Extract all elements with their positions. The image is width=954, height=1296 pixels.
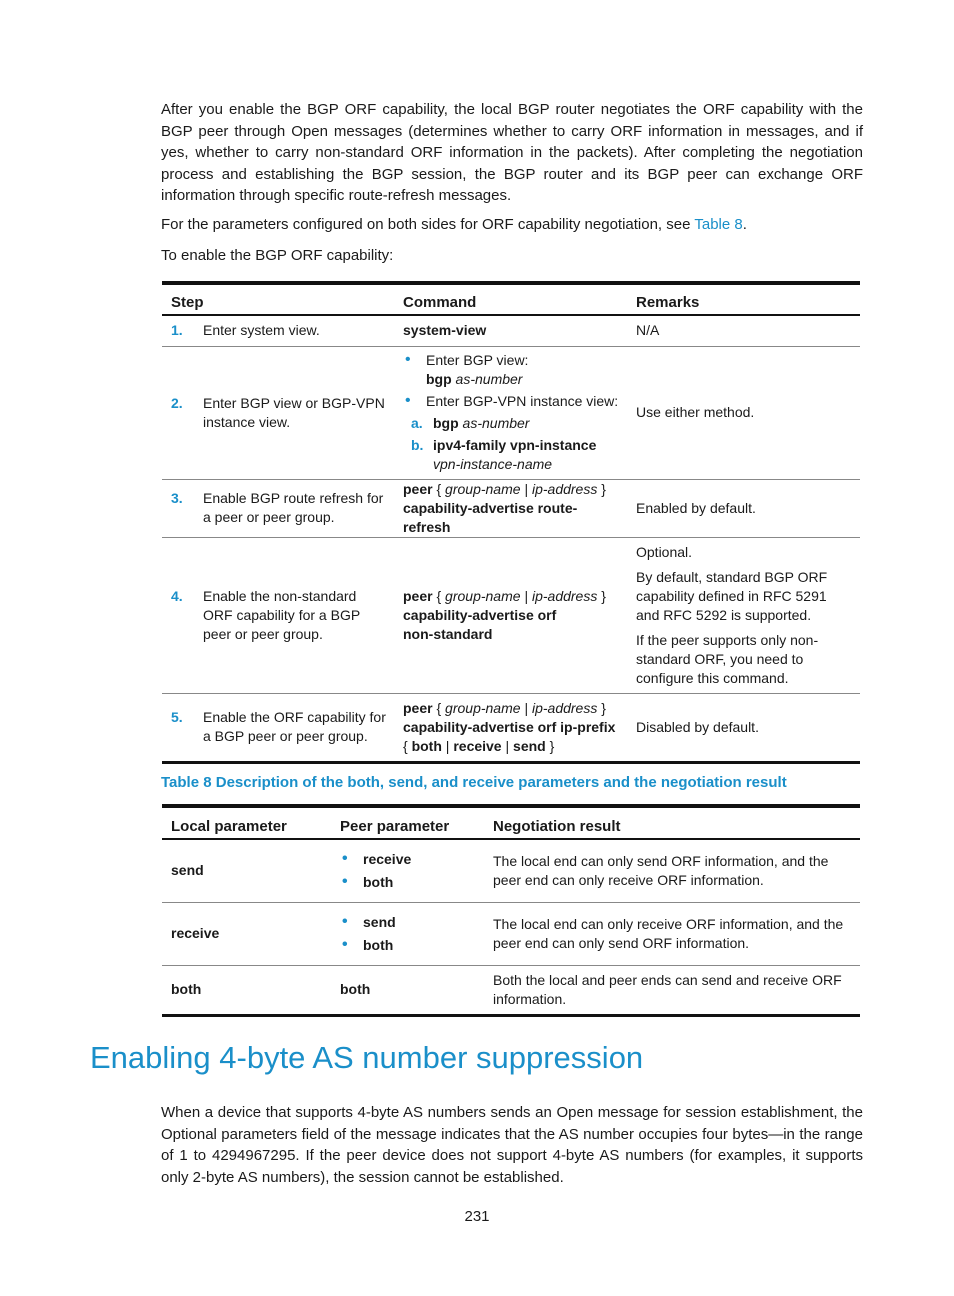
command-keyword: peer — [403, 587, 433, 604]
bullet-text: Enter BGP-VPN instance view: — [426, 393, 619, 409]
remarks-text: Use either method. — [636, 404, 755, 420]
negotiation-result-table — [162, 804, 860, 1017]
step-text: Enable the ORF capability for a BGP peer or peer group. — [203, 709, 386, 744]
option-keyword: send — [513, 737, 546, 754]
command-keyword: capability-advertise orf ip-prefix — [403, 718, 616, 735]
command-keyword: system-view — [403, 322, 487, 339]
table-reference-paragraph — [161, 214, 863, 236]
section-heading: Enabling 4-byte AS number suppression — [90, 1040, 644, 1075]
syntax-brace: { — [436, 480, 442, 497]
table-row — [162, 902, 860, 965]
list-item — [403, 351, 619, 389]
header-peer-parameter: Peer parameter — [331, 806, 484, 839]
step-cell — [171, 394, 386, 432]
page-number: 231 — [464, 1208, 490, 1225]
command-keyword: peer — [403, 699, 433, 716]
step-number: 1. — [171, 322, 183, 339]
remarks-text: N/A — [636, 322, 660, 339]
syntax-brace: { — [436, 587, 442, 604]
step-number: 4. — [171, 587, 183, 604]
command-keyword: ipv4-family vpn-instance — [433, 437, 597, 453]
local-parameter: both — [171, 981, 202, 997]
table-row — [162, 479, 860, 537]
command-keyword: capability-advertise orf — [403, 606, 557, 623]
command-argument: ip-address — [531, 699, 598, 716]
syntax-brace: { — [436, 699, 442, 716]
command-argument: as-number — [455, 371, 523, 387]
command-argument: group-name — [445, 699, 521, 716]
remarks-text: Enabled by default. — [636, 499, 756, 516]
syntax-brace: { — [403, 737, 408, 754]
peer-parameter-list — [340, 913, 476, 955]
step-cell — [171, 321, 386, 340]
sub-letter: b. — [411, 437, 424, 453]
command-keyword: bgp — [426, 371, 452, 387]
syntax-brace: } — [601, 480, 606, 497]
table8-caption: Table 8 Description of the both, send, and receive parameters and the negotiation result — [161, 774, 787, 791]
reference-text: For the parameters configured on both sides for ORF capability negotiation, see — [161, 216, 695, 233]
negotiation-result: Both the local and peer ends can send and receive ORF information. — [493, 971, 842, 1007]
step-number: 2. — [171, 394, 183, 411]
header-negotiation-result: Negotiation result — [484, 806, 860, 839]
table-header-row — [162, 283, 860, 315]
header-command: Command — [394, 283, 627, 315]
syntax-separator: | — [524, 480, 529, 497]
table-header-row — [162, 806, 860, 839]
local-parameter: receive — [171, 925, 220, 941]
header-local-parameter: Local parameter — [162, 806, 331, 839]
remarks-line: Optional. — [636, 543, 693, 560]
sub-item — [403, 436, 619, 474]
command-argument: as-number — [462, 415, 530, 431]
command-argument: group-name — [445, 587, 521, 604]
option-keyword: both — [411, 737, 442, 754]
table-row — [162, 839, 860, 902]
negotiation-result: The local end can only receive ORF information, and the peer end can only send ORF information. — [493, 915, 844, 951]
list-item: • receive — [340, 850, 476, 869]
table-row — [162, 315, 860, 346]
step-cell — [171, 489, 386, 527]
step-text: Enter system view. — [203, 322, 320, 339]
list-item — [403, 392, 619, 474]
reference-end: . — [742, 216, 747, 233]
syntax-brace: } — [549, 737, 555, 754]
bullet-text: Enter BGP view: — [426, 352, 529, 368]
procedure-intro: To enable the BGP ORF capability: — [161, 247, 394, 264]
table-row — [162, 965, 860, 1015]
syntax-separator: | — [445, 737, 450, 754]
command-bullet-list — [403, 351, 619, 474]
command-argument: vpn-instance-name — [433, 456, 553, 472]
sub-letter: a. — [411, 415, 423, 431]
configuration-steps-table — [162, 281, 860, 764]
table-row — [162, 346, 860, 479]
peer-parameter-list — [340, 850, 476, 892]
command-keyword: capability-advertise route-refresh — [403, 499, 578, 535]
local-parameter: send — [171, 862, 204, 879]
list-item: • both — [340, 873, 476, 892]
remarks-line: By default, standard BGP ORF capability defined in RFC 5291 and RFC 5292 is supported. — [636, 568, 828, 623]
step-number: 3. — [171, 490, 183, 506]
syntax-separator: | — [524, 587, 529, 604]
table8-link[interactable]: Table 8 — [694, 216, 743, 233]
remarks-text: Disabled by default. — [636, 718, 759, 735]
command-argument: ip-address — [531, 587, 598, 604]
option-keyword: receive — [453, 737, 502, 754]
peer-parameter: both — [340, 981, 371, 997]
step-cell — [171, 708, 386, 746]
intro-paragraph: After you enable the BGP ORF capability, the local BGP router negotiates the ORF capability with the BGP peer through Open messages (determines whether to carry ORF information in messages, and if yes, whether to carry non-standard ORF information in the packets). After completing the negotiation process and establishing the BGP session, the BGP router and its BGP peer can exchange ORF information through specific route-refresh messages. — [161, 101, 863, 204]
remarks-line: If the peer supports only non-standard ORF, you need to configure this command. — [636, 631, 819, 686]
step-text: Enter BGP view or BGP-VPN instance view. — [203, 394, 385, 430]
section-body: When a device that supports 4-byte AS numbers sends an Open message for session establishment, the Optional parameters field of the message indicates that the AS number occupies four bytes—in the range of 1 to 4294967295. If the peer device does not support 4-byte AS numbers (for examples, it supports only 2-byte AS numbers), the session cannot be established. — [161, 1104, 863, 1186]
command-argument: group-name — [445, 480, 521, 497]
command-argument: ip-address — [531, 480, 598, 497]
step-text: Enable the non-standard ORF capability for a BGP peer or peer group. — [203, 587, 360, 642]
syntax-separator: | — [505, 737, 510, 754]
sub-item — [403, 414, 619, 433]
header-step: Step — [162, 283, 394, 315]
syntax-separator: | — [524, 699, 529, 716]
list-item: • both — [340, 936, 476, 955]
step-number: 5. — [171, 709, 183, 725]
list-item: • send — [340, 913, 476, 932]
command-keyword: non-standard — [403, 625, 493, 642]
table-row — [162, 693, 860, 762]
command-keyword: peer — [403, 480, 433, 497]
step-text: Enable BGP route refresh for a peer or peer group. — [203, 490, 384, 525]
syntax-brace: } — [601, 699, 606, 716]
syntax-brace: } — [601, 587, 606, 604]
step-cell — [171, 587, 386, 644]
header-remarks: Remarks — [627, 283, 860, 315]
negotiation-result: The local end can only send ORF information, and the peer end can only receive ORF information. — [493, 852, 829, 888]
table-row — [162, 537, 860, 693]
command-keyword: bgp — [433, 415, 459, 431]
